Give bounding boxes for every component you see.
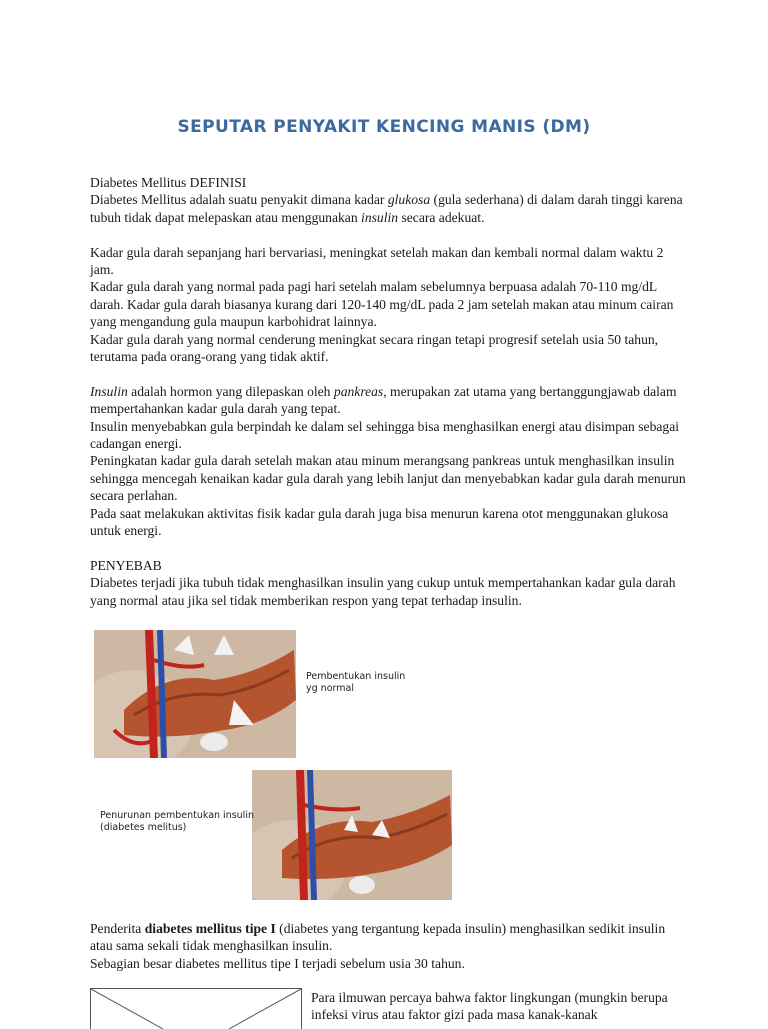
insulin-paragraph-3: Peningkatan kadar gula darah setelah makan atau minum merangsang pankreas untuk menghasilkan insulin sehingga mencegah kenaikan kadar gula darah yang lebih lanjut dan menyebabkan kadar gula darah menurun secara perlahan. — [90, 453, 686, 504]
definisi-paragraph: Diabetes Mellitus adalah suatu penyakit dimana kadar glukosa (gula sederhana) di dalam darah tinggi karena tubuh tidak dapat melepaskan atau menggunakan insulin secara adekuat. — [90, 192, 683, 225]
insulin-paragraph-4: Pada saat melakukan aktivitas fisik kadar gula darah juga bisa menurun karena otot menggunakan glukosa untuk energi. — [90, 505, 669, 539]
definisi-heading: Diabetes Mellitus DEFINISI — [90, 175, 247, 190]
kadar-paragraph-1: Kadar gula darah sepanjang hari bervariasi, meningkat setelah makan dan kembali normal dalam waktu 2 jam. — [90, 244, 664, 278]
figure-caption-diabetes: Penurunan pembentukan insulin (diabetes melitus) — [100, 810, 254, 833]
penyebab-paragraph: Diabetes terjadi jika tubuh tidak menghasilkan insulin yang cukup untuk mempertahankan kadar gula darah yang normal atau jika sel tidak memberikan respon yang tepat terhadap insulin. — [90, 575, 676, 608]
penyebab-heading: PENYEBAB — [90, 557, 162, 573]
figure-caption-normal: Pembentukan insulin yg normal — [306, 671, 406, 694]
tipe1-paragraph: Penderita diabetes mellitus tipe I (diabetes yang tergantung kepada insulin) menghasilkan sedikit insulin atau sama sekali tidak menghasilkan insulin. — [90, 921, 666, 954]
image-placeholder — [90, 988, 302, 1029]
pancreas-normal-image — [94, 630, 296, 758]
insulin-paragraph-2: Insulin menyebabkan gula berpindah ke dalam sel sehingga bisa menghasilkan energi atau disimpan sebagai cadangan energi. — [90, 418, 680, 452]
kadar-paragraph-3: Kadar gula darah yang normal cenderung meningkat secara ringan tetapi progresif setelah usia 50 tahun, terutama pada orang-orang yang tidak aktif. — [90, 331, 659, 365]
kadar-paragraph-2: Kadar gula darah yang normal pada pagi hari setelah malam sebelumnya berpuasa adalah 70-110 mg/dL darah. Kadar gula darah biasanya kurang dari 120-140 mg/dL pada 2 jam setelah makan atau minum cairan yang mengandung gula maupun karbohidrat lainnya. — [90, 279, 674, 330]
tipe1-section — [90, 920, 690, 972]
insulin-paragraph-1: Insulin adalah hormon yang dilepaskan oleh pankreas, merupakan zat utama yang bertanggungjawab dalam mempertahankan kadar gula darah yang tepat. — [90, 383, 677, 417]
side-paragraph: Para ilmuwan percaya bahwa faktor lingkungan (mungkin berupa infeksi virus atau faktor gizi pada masa kanak-kanak — [311, 990, 668, 1023]
page-title: SEPUTAR PENYAKIT KENCING MANIS (DM) — [177, 117, 591, 137]
main-text — [90, 174, 690, 609]
tipe1-paragraph-2: Sebagian besar diabetes mellitus tipe I terjadi sebelum usia 30 tahun. — [90, 955, 465, 971]
pancreas-diabetes-image — [252, 770, 452, 900]
